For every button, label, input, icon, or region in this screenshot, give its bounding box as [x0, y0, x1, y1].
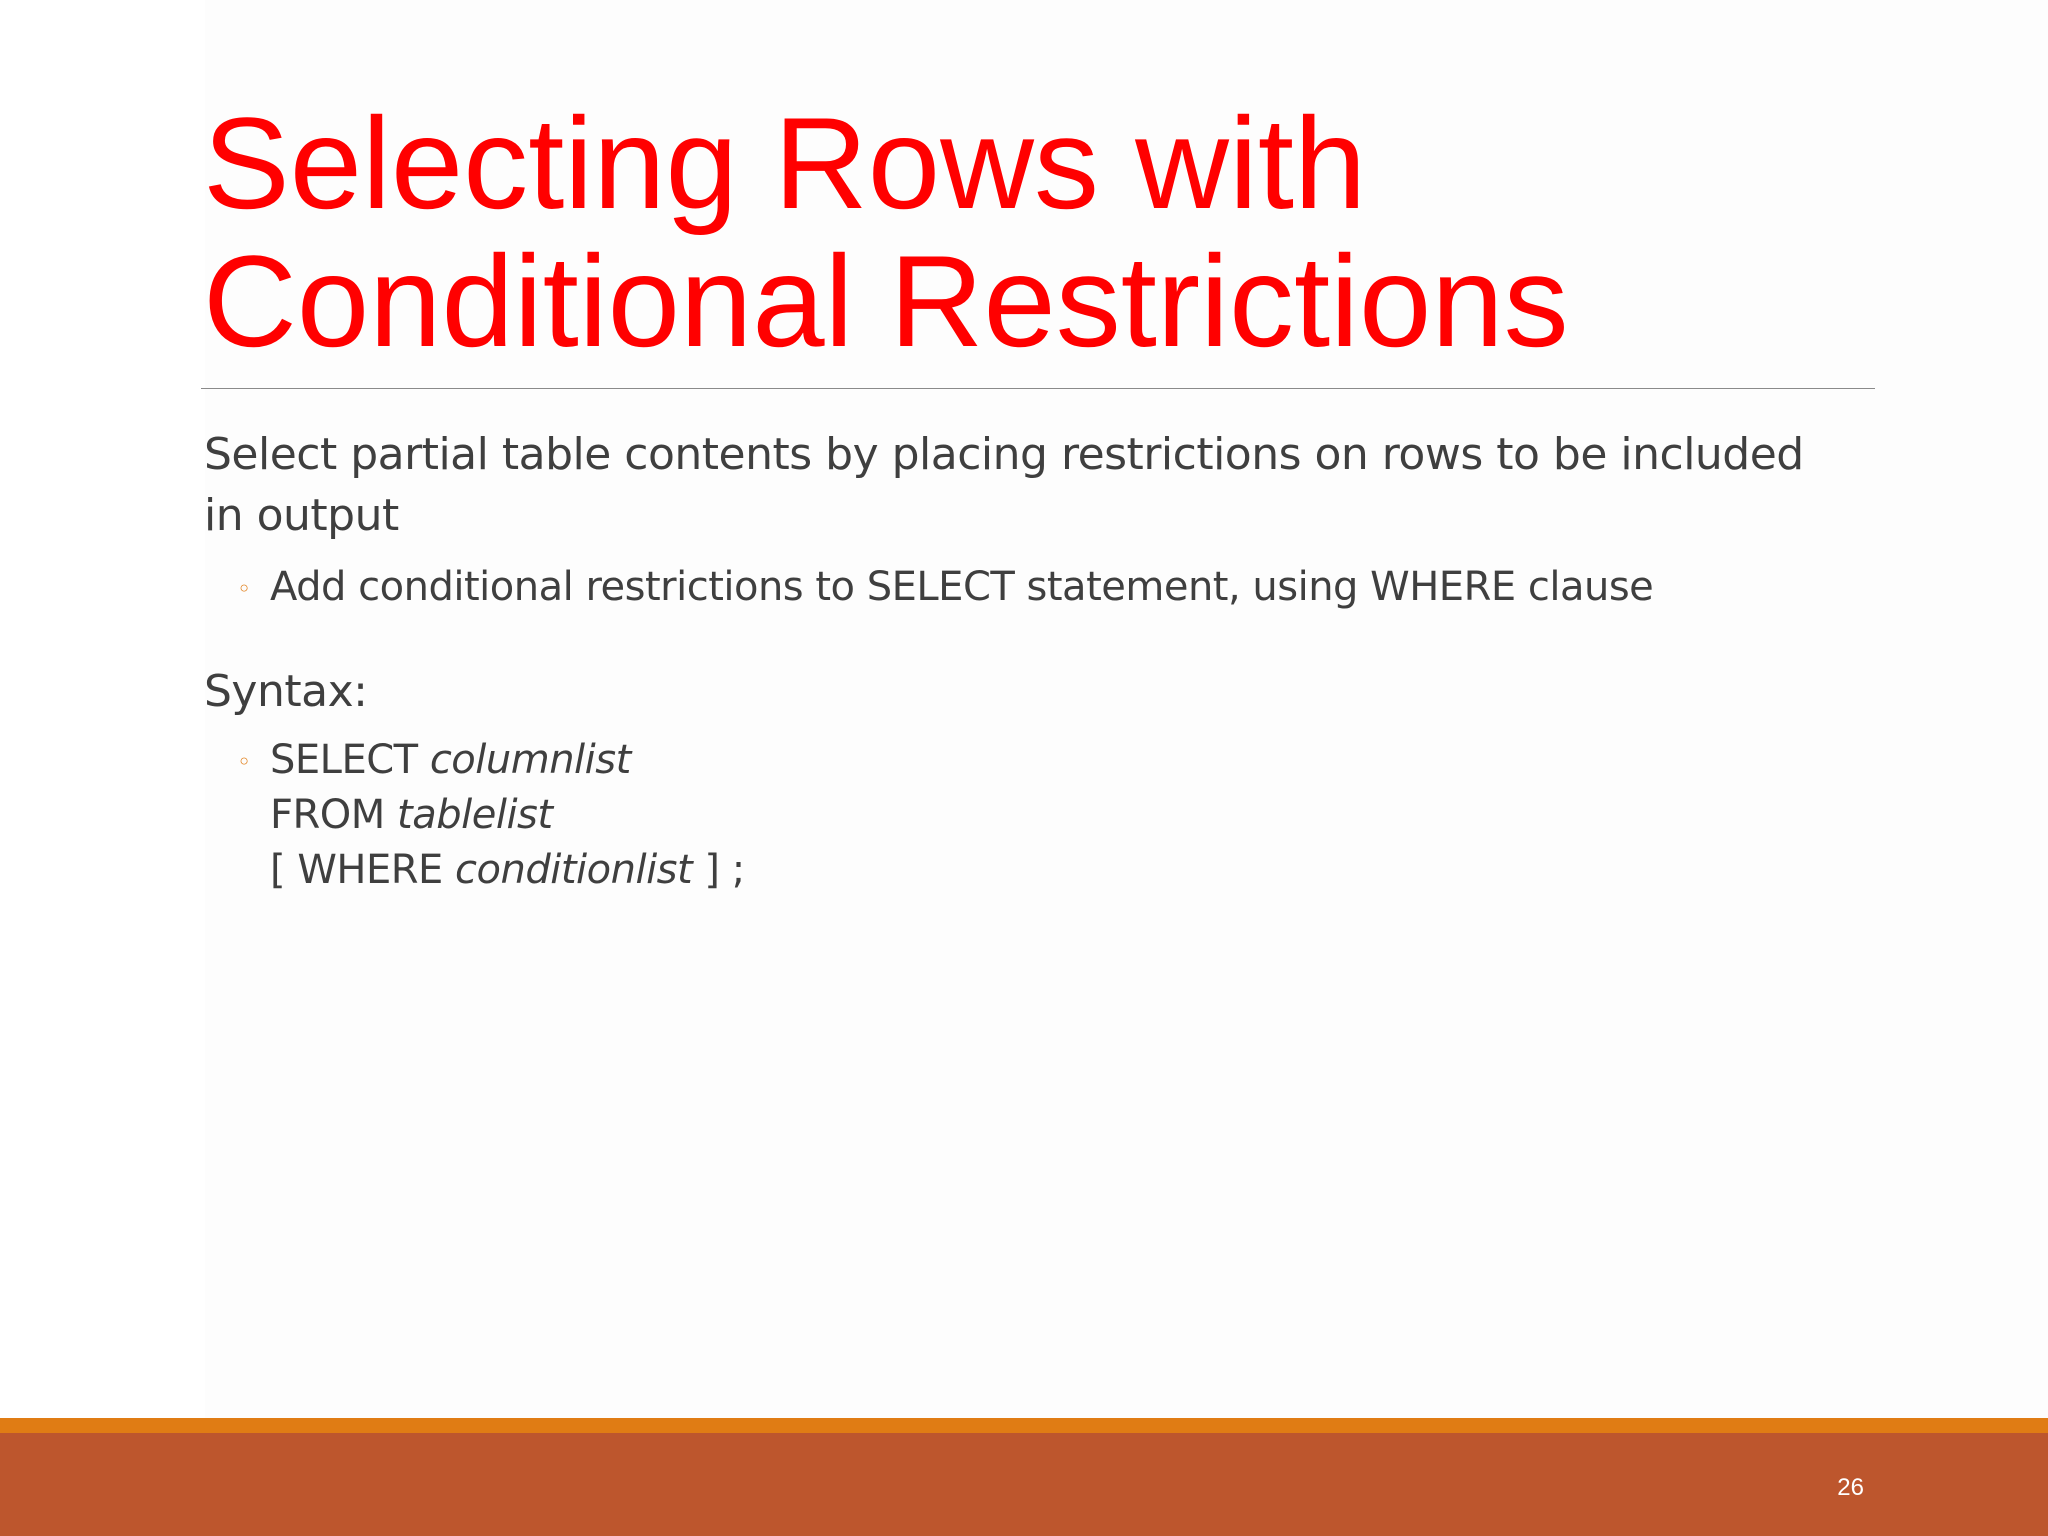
sub-bullet-where-clause: Add conditional restrictions to SELECT statement, using WHERE clause: [270, 564, 1654, 610]
title-divider: [201, 388, 1875, 389]
footer-band: [0, 1433, 2048, 1536]
syntax-line-from: [270, 788, 745, 843]
keyword-from: FROM: [270, 792, 398, 838]
slide-title: Selecting Rows with Conditional Restrictions: [203, 90, 1569, 374]
syntax-block: [270, 733, 745, 898]
keyword-select: SELECT: [270, 737, 430, 783]
footer-accent-stripe: [0, 1418, 2048, 1433]
page-number: 26: [1837, 1474, 1864, 1501]
bullet-icon: ◦: [237, 575, 252, 603]
syntax-closing: ] ;: [692, 847, 745, 893]
keyword-where: [ WHERE: [270, 847, 456, 893]
bullet-icon: ◦: [237, 748, 252, 776]
term-columnlist: columnlist: [429, 737, 631, 783]
body-paragraph-partial-contents: Select partial table contents by placing restrictions on rows to be included in output: [204, 429, 1804, 541]
syntax-line-where: [270, 843, 745, 898]
term-conditionlist: conditionlist: [455, 847, 693, 893]
syntax-heading: Syntax:: [204, 666, 368, 717]
syntax-line-select: [270, 733, 745, 788]
term-tablelist: tablelist: [397, 792, 553, 838]
